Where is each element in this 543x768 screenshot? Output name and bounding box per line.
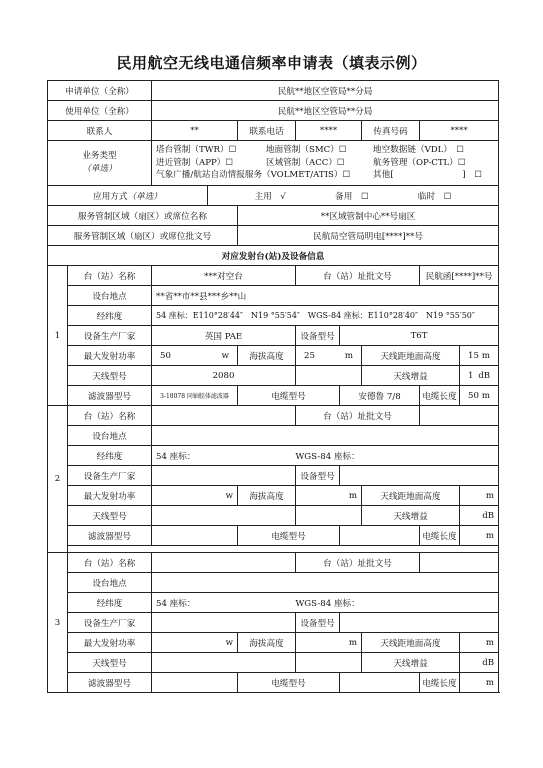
service-area-doc-value[interactable]: 民航局空管局明电[****]**号	[238, 226, 499, 246]
station-doc-label: 台（站）址批文号	[296, 406, 420, 426]
contact-value[interactable]: **	[152, 121, 238, 141]
option-volmet-atis[interactable]: 气象广播/航站自动情报服务（VOLMET/ATIS）☐	[156, 170, 351, 181]
altitude-label: 海拔高度	[238, 346, 296, 366]
gain-unit: dB	[478, 370, 491, 381]
antenna-height-cell[interactable]	[460, 486, 499, 506]
apply-mode-label-cell	[48, 186, 208, 206]
altitude-cell[interactable]	[296, 486, 362, 506]
gain-unit: dB	[482, 657, 495, 668]
station-1-equipment-row	[48, 326, 499, 346]
station-1-antenna-row	[48, 366, 499, 386]
filter-value[interactable]	[152, 673, 238, 693]
antenna-model-value[interactable]	[152, 653, 296, 673]
service-area-label: 服务管制区域（扇区）或席位名称	[48, 206, 238, 226]
model-value[interactable]: T6T	[340, 326, 499, 346]
option-twr[interactable]: 塔台管制（TWR）☐	[156, 145, 237, 156]
coords-label: 经纬度	[68, 593, 152, 613]
service-area-value[interactable]: **区域管制中心**号扇区	[238, 206, 499, 226]
gain-unit: dB	[482, 510, 495, 521]
altitude-unit: m	[344, 350, 354, 361]
apply-mode-options	[208, 186, 499, 206]
option-op-ctl[interactable]: 航务管理（OP-CTL）☐	[373, 157, 466, 168]
page-title: 民用航空无线电通信频率申请表（填表示例）	[116, 54, 427, 72]
antenna-height-unit: m	[485, 637, 495, 648]
manufacturer-value[interactable]	[152, 466, 296, 486]
station-name-label: 台（站）名称	[68, 406, 152, 426]
cable-len-cell[interactable]	[460, 526, 499, 546]
power-value: 50	[160, 350, 171, 361]
gain-label: 天线增益	[362, 506, 460, 526]
station-2-antenna-row	[48, 506, 499, 526]
station-doc-label: 台（站）址批文号	[296, 266, 420, 286]
station-name-value[interactable]	[152, 406, 296, 426]
gain-value: 1	[468, 370, 474, 381]
antenna-height-cell[interactable]	[460, 633, 499, 653]
cable-model-label: 电缆型号	[238, 673, 340, 693]
power-unit: w	[221, 350, 230, 361]
cable-len-label: 电缆长度	[420, 386, 460, 406]
cable-model-value[interactable]	[340, 526, 420, 546]
manufacturer-label: 设备生产厂家	[68, 326, 152, 346]
antenna-blank	[296, 506, 362, 526]
applicant-value[interactable]: 民航**地区空管局**分局	[152, 81, 499, 101]
station-2-power-row	[48, 486, 499, 506]
fax-value[interactable]: ****	[420, 121, 499, 141]
manufacturer-label: 设备生产厂家	[68, 613, 152, 633]
contact-label: 联系人	[48, 121, 152, 141]
gain-cell[interactable]	[460, 366, 499, 386]
antenna-height-value: 15	[468, 350, 479, 361]
filter-label: 滤波器型号	[68, 673, 152, 693]
service-options-row-2	[156, 157, 494, 170]
antenna-height-label: 天线距地面高度	[362, 633, 460, 653]
antenna-height-label: 天线距地面高度	[362, 346, 460, 366]
service-type-label-cell	[48, 141, 152, 186]
altitude-label: 海拔高度	[238, 633, 296, 653]
station-3-location-row	[48, 573, 499, 593]
location-value[interactable]	[152, 573, 499, 593]
station-3-filter-row	[48, 673, 499, 693]
location-label: 设台地点	[68, 286, 152, 306]
power-cell[interactable]	[152, 346, 238, 366]
station-2-spacer-row	[48, 546, 499, 553]
section-header-row	[48, 246, 499, 266]
station-doc-label: 台（站）址批文号	[296, 553, 420, 573]
station-doc-value[interactable]: 民航函[****]**号	[420, 266, 499, 286]
station-2-filter-row	[48, 526, 499, 546]
applicant-label: 申请单位（全称）	[48, 81, 152, 101]
cable-len-label: 电缆长度	[420, 673, 460, 693]
antenna-height-unit: m	[485, 490, 495, 501]
model-label: 设备型号	[296, 613, 340, 633]
coords-value[interactable]: 54 座标：E110°28′44″ N19 °55′54″ WGS-84 座标：E110°28′40″ N19 °55′50″	[152, 306, 499, 326]
antenna-height-label: 天线距地面高度	[362, 486, 460, 506]
contact-row	[48, 121, 499, 141]
apply-mode-note: （单选）	[127, 191, 162, 202]
altitude-unit: m	[348, 637, 358, 648]
filter-value[interactable]: 3-18078 同轴腔体滤波器	[152, 386, 238, 406]
coord54-label: 54 座标：	[156, 451, 196, 462]
coord54-label: 54 座标：	[156, 598, 196, 609]
apply-mode-row	[48, 186, 499, 206]
phone-label: 联系电话	[238, 121, 296, 141]
antenna-blank	[296, 653, 362, 673]
antenna-blank	[296, 366, 362, 386]
coords-label: 经纬度	[68, 306, 152, 326]
altitude-unit: m	[348, 490, 358, 501]
service-area-doc-label: 服务管制区域（扇区）或席位批文号	[48, 226, 238, 246]
coord84-label: WGS-84 座标：	[295, 598, 360, 609]
service-type-row	[48, 141, 499, 186]
station-1-coords-row	[48, 306, 499, 326]
station-3-power-row	[48, 633, 499, 653]
user-unit-row	[48, 101, 499, 121]
power-label: 最大发射功率	[68, 346, 152, 366]
antenna-model-label: 天线型号	[68, 653, 152, 673]
location-value[interactable]	[152, 426, 499, 446]
applicant-row	[48, 81, 499, 101]
user-unit-value[interactable]: 民航**地区空管局**分局	[152, 101, 499, 121]
option-acc[interactable]: 区域管制（ACC）☐	[266, 157, 345, 168]
coords-value[interactable]	[152, 446, 499, 466]
station-1-location-row	[48, 286, 499, 306]
station-number: 1	[48, 266, 68, 406]
manufacturer-value[interactable]	[152, 613, 296, 633]
filter-label: 滤波器型号	[68, 526, 152, 546]
antenna-model-value[interactable]: 2080	[152, 366, 296, 386]
cable-len-unit: m	[485, 677, 495, 688]
coords-label: 经纬度	[68, 446, 152, 466]
antenna-model-label: 天线型号	[68, 366, 152, 386]
filter-label: 滤波器型号	[68, 386, 152, 406]
service-options-row-1	[156, 144, 494, 157]
gain-label: 天线增益	[362, 653, 460, 673]
power-unit: w	[225, 490, 234, 501]
phone-value[interactable]: ****	[296, 121, 362, 141]
station-2-coords-row	[48, 446, 499, 466]
gain-cell[interactable]	[460, 506, 499, 526]
user-unit-label: 使用单位（全称）	[48, 101, 152, 121]
power-cell[interactable]	[152, 486, 238, 506]
station-3-coords-row	[48, 593, 499, 613]
station-doc-value[interactable]	[420, 553, 499, 573]
location-value[interactable]: **省**市**县***乡**山	[152, 286, 499, 306]
station-number: 2	[48, 406, 68, 553]
service-area-doc-row	[48, 226, 499, 246]
altitude-cell[interactable]	[296, 346, 362, 366]
filter-value[interactable]	[152, 526, 238, 546]
option-vdl[interactable]: 地空数据链（VDL） ☐	[373, 145, 464, 156]
station-1-name-row	[48, 266, 499, 286]
station-3-antenna-row	[48, 653, 499, 673]
antenna-height-unit: m	[481, 350, 491, 361]
coords-value[interactable]	[152, 593, 499, 613]
spacer	[68, 546, 499, 553]
station-1-power-row	[48, 346, 499, 366]
service-type-note: （单选）	[82, 164, 117, 174]
service-type-label: 业务类型	[82, 151, 117, 161]
station-number: 3	[48, 553, 68, 693]
manufacturer-value[interactable]: 英国 PAE	[152, 326, 296, 346]
mode-main[interactable]: 主用 √	[254, 191, 286, 202]
option-smc[interactable]: 地面管制（SMC）☐	[266, 145, 347, 156]
option-other[interactable]: 其他[ ] ☐	[373, 170, 482, 181]
cable-model-label: 电缆型号	[238, 386, 340, 406]
station-2-location-row	[48, 426, 499, 446]
service-area-row	[48, 206, 499, 226]
power-cell[interactable]	[152, 633, 238, 653]
section-title: 对应发射台(站)及设备信息	[48, 246, 499, 266]
altitude-value: 25	[304, 350, 315, 361]
fax-label: 传真号码	[362, 121, 420, 141]
location-label: 设台地点	[68, 426, 152, 446]
station-2-equipment-row	[48, 466, 499, 486]
cable-len-unit: m	[485, 530, 495, 541]
station-3-name-row	[48, 553, 499, 573]
mode-backup[interactable]: 备用 ☐	[335, 191, 369, 202]
cable-len-cell[interactable]	[460, 673, 499, 693]
cable-model-value[interactable]: 安德鲁 7/8	[340, 386, 420, 406]
power-label: 最大发射功率	[68, 633, 152, 653]
mode-temp[interactable]: 临时 ☐	[417, 191, 452, 202]
power-unit: w	[225, 637, 234, 648]
antenna-model-label: 天线型号	[68, 506, 152, 526]
altitude-cell[interactable]	[296, 633, 362, 653]
location-label: 设台地点	[68, 573, 152, 593]
model-value[interactable]	[340, 466, 499, 486]
station-name-label: 台（站）名称	[68, 266, 152, 286]
cable-model-value[interactable]	[340, 673, 420, 693]
altitude-label: 海拔高度	[238, 486, 296, 506]
station-name-label: 台（站）名称	[68, 553, 152, 573]
station-2-name-row	[48, 406, 499, 426]
service-options-row-3	[156, 169, 494, 182]
station-name-value[interactable]: ***对空台	[152, 266, 296, 286]
cable-model-label: 电缆型号	[238, 526, 340, 546]
cable-len-label: 电缆长度	[420, 526, 460, 546]
manufacturer-label: 设备生产厂家	[68, 466, 152, 486]
model-label: 设备型号	[296, 466, 340, 486]
service-type-options	[152, 141, 499, 186]
station-1-filter-row	[48, 386, 499, 406]
gain-label: 天线增益	[362, 366, 460, 386]
station-name-value[interactable]	[152, 553, 296, 573]
model-value[interactable]	[340, 613, 499, 633]
power-label: 最大发射功率	[68, 486, 152, 506]
model-label: 设备型号	[296, 326, 340, 346]
antenna-model-value[interactable]	[152, 506, 296, 526]
station-doc-value[interactable]	[420, 406, 499, 426]
station-3-equipment-row	[48, 613, 499, 633]
option-app[interactable]: 进近管制（APP）☐	[156, 157, 234, 168]
antenna-height-cell[interactable]	[460, 346, 499, 366]
cable-len-cell[interactable]	[460, 386, 499, 406]
frequency-application-form	[47, 80, 499, 693]
gain-cell[interactable]	[460, 653, 499, 673]
cable-len-value: 50	[468, 390, 479, 401]
cable-len-unit: m	[481, 390, 491, 401]
coord84-label: WGS-84 座标：	[295, 451, 360, 462]
apply-mode-label: 应用方式	[93, 191, 128, 202]
